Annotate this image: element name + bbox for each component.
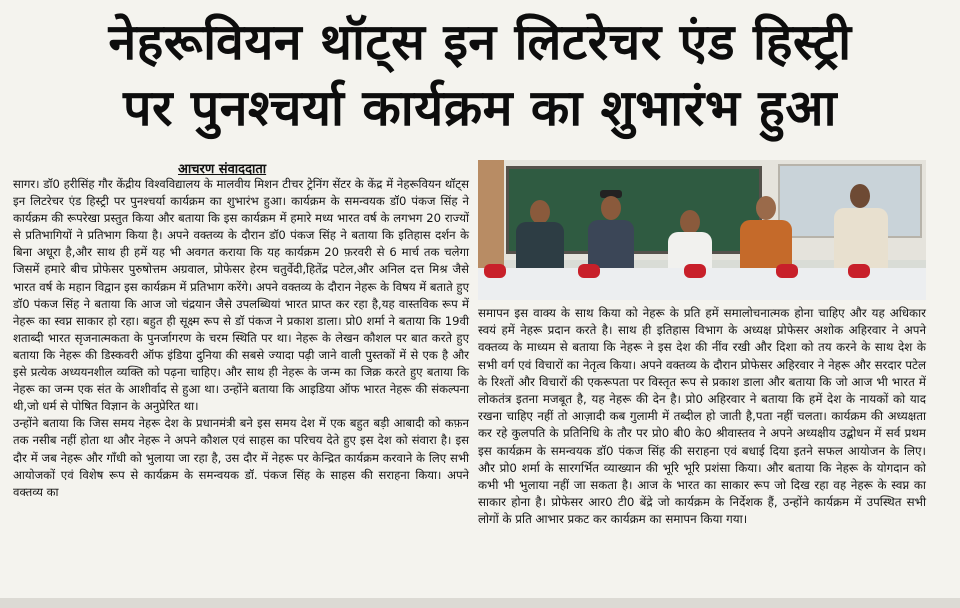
article-paragraph: उन्होंने बताया कि जिस समय नेहरू देश के प्रधानमंत्री बने इस समय देश में एक बहुत बड़ी आबादी को कफ़न तक नसीब नहीं होता था और नेहरू ने अपने कौशल एवं साहस का परिचय देते हुए इस देश को संवारा है। इस दौर में जब नेहरू और गाँधी को भुलाया जा रहा है, उस दौर में नेहरू पर केन्द्रित कार्यक्रम करवाने के लिए सभी आयोजकों एवं विशेष रूप से कार्यक्रम के समन्वयक डॉ. पंकज सिंह के साहस की सराहना किया। अपने वक्तव्य का xyxy=(13,416,469,499)
article-paragraph: समापन इस वाक्य के साथ किया को नेहरू के प्रति हमें समालोचनात्मक होना चाहिए और यह अधिकार स्वयं हमें नेहरू प्रदान करते है। साथ ही इतिहास विभाग के अध्यक्ष प्रोफेसर अशोक अहिरवार ने अपने वक्तव्य के माध्यम से बताया कि नेहरू ने इस देश की नींव रखी और दिशा को तय करने के साथ देश के सभी वर्ग एवं विचारों का नेतृत्व किया। अपने वक्तव्य के दौरान प्रोफेसर अहिरवार ने नेहरू और सरदार पटेल के रिश्तों और विचारों की एकरूपता पर विस्तृत रूप से प्रकाश डाला और बताया कि जो आज भी भारत में लोकतंत्र इतना मजबूत है, यह नेहरू की देन है। प्रो0 अहिरवार ने बताया कि हमें देश के नायकों को याद रखना चाहिए नहीं तो आज़ादी कब गुलामी में तब्दील हो जाती है,पता नहीं चलता। कार्यक्रम की अध्यक्षता कर रहे कुलपति के प्रतिनिधि के तौर पर प्रो0 बी0 के0 श्रीवास्तव ने अपने अध्यक्षीय उद्बोधन में सर्व प्रथम इस कार्यक्रम के समन्वयक डॉ0 पंकज सिंह की सराहना एवं बधाई दिया इतने सफल आयोजन के लिए। और प्रो0 शर्मा के सारगर्भित व्याख्यान की भूरि भूरि प्रशंसा किया। और बताया कि नेहरू के योगदान को कभी भी भुलाया नहीं जा सकता है। आज के भारत का साकार रूप जो दिख रहा वह नेहरू के स्वप्न का साकार होना है। प्रोफेसर आर0 टी0 बेंद्रे जो कार्यक्रम के निर्देशक हैं, उन्होंने कार्यक्रम में उपस्थित सभी लोगों के प्रति आभार प्रकट कर कार्यक्रम का समापन किया गया। xyxy=(478,306,926,527)
headline-line-2: पर पुनश्चर्या कार्यक्रम का शुभारंभ हुआ xyxy=(123,79,837,137)
headline-line-1: नेहरूवियन थॉट्स इन लिटरेचर एंड हिस्ट्री xyxy=(108,13,852,71)
headline xyxy=(0,0,960,150)
photo-flowers xyxy=(484,264,506,278)
photo-flowers xyxy=(848,264,870,278)
article-left-column xyxy=(13,176,469,501)
article-paragraph: सागर। डॉ0 हरीसिंह गौर केंद्रीय विश्वविद्यालय के मालवीय मिशन टीचर ट्रेनिंग सेंटर के केंद्र में नेहरूवियन थॉट्स इन लिटरेचर एंड हिस्ट्री पर पुनश्चर्या कार्यक्रम का शुभारंभ हुआ। कार्यक्रम के समन्वयक डॉ0 पंकज सिंह ने कार्यक्रम की रूपरेखा प्रस्तुत किया और बताया कि इस कार्यक्रम में हमारे मध्य भारत वर्ष के लगभग 20 राज्यों से प्रतिभागियों ने प्रतिभाग किया है। अपने वक्तव्य के दौरान डॉ0 पंकज सिंह ने बताया कि इतिहास दर्शन के बिना अधूरा है,और साथ ही हमें यह भी अवगत कराया कि यह कार्यक्रम 20 फ़रवरी से 6 मार्च तक चलेगा जिसमें हमारे बीच प्रोफेसर पुरुषोत्तम अग्रवाल, प्रोफेसर हेरम चतुर्वेदी,हितेंद्र पटेल,और अनिल दत्त मिश्र जैसे भारत वर्ष के महान विद्वान इस कार्यक्रम में प्रतिभाग करेंगे। अपने वक्तव्य के दौरान नेहरू के विषय में बताते हुए डॉ0 पंकज सिंह ने बताया कि आज जो चंद्रयान जैसे उपलब्धियां भारत प्राप्त कर रहा है,यह वास्तविक रूप में नेहरू का स्वप्न साकार हो रहा। बहुत ही सूक्ष्म रूप से डॉ पंकज ने प्रकाश डाला। प्रो0 शर्मा ने बताया कि 19वी शताब्दी भारत सृजनात्मकता के पुनर्जागरण के चरम स्थिति पर था। नेहरू के लेखन कौशल पर बात करते हुए बताया कि नेहरू की डिस्कवरी ऑफ इंडिया दुनिया की सबसे ज्यादा पढ़ी जाने वाली पुस्तकों में से एक है और इसे प्रत्येक अध्ययनशील व्यक्ति को पढ़ना चाहिए। और साथ ही नेहरू के जन्म का जिक्र करते हुए बताया कि नेहरू का जन्म एक संत के आशीर्वाद से हुआ था। उन्होंने बताया कि आइडिया ऑफ भारत नेहरू की संकल्पना थी,जो धर्म से पोषित विज्ञान के अनुप्रेरित था। xyxy=(13,177,469,414)
article-right-column xyxy=(478,305,926,529)
photo-flowers xyxy=(684,264,706,278)
event-photo xyxy=(478,160,926,300)
byline: आचरण संवाददाता xyxy=(178,162,267,177)
photo-flowers xyxy=(578,264,600,278)
photo-curtain xyxy=(478,160,504,270)
photo-flowers xyxy=(776,264,798,278)
page-bottom-edge xyxy=(0,598,960,608)
